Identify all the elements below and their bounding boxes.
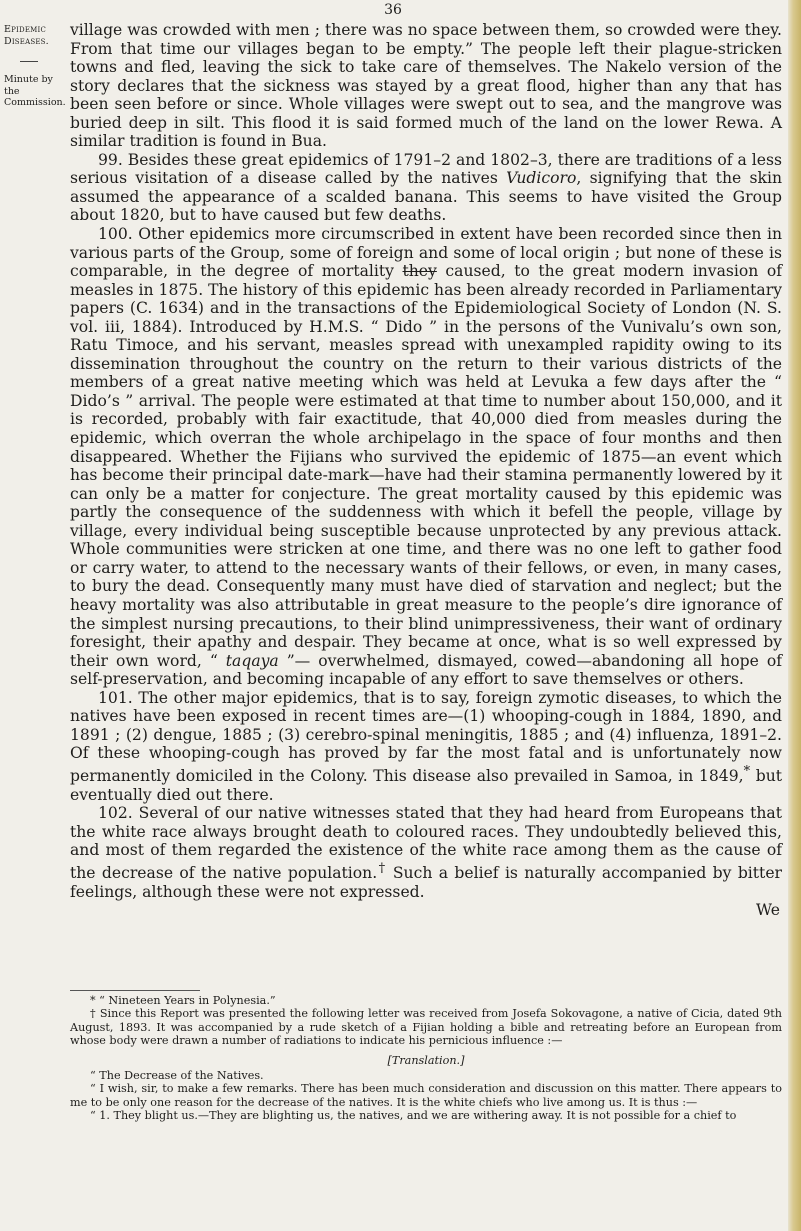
text-run: ”— overwhelmed, dismayed, cowed—abandoning all hope of self-preservation, and becoming incapable of any effort to save themselves or others. <box>70 651 783 689</box>
footnote-letter-point-1: “ 1. They blight us.—They are blighting us, the natives, and we are withering away. It is not possible for a chief to <box>90 1109 737 1123</box>
footnote-letter-title: “ The Decrease of the Natives. <box>90 1069 264 1083</box>
footnote-marker: † <box>377 860 387 876</box>
paragraph-100 <box>70 225 782 689</box>
paragraph-99 <box>70 151 782 225</box>
paragraph-101 <box>70 689 782 804</box>
italic-term-taqaya: taqaya <box>225 651 279 670</box>
footnotes <box>70 994 782 1123</box>
paragraph-98-continued: village was crowded with men ; there was no space between them, so crowded were they. From that time our villages began to be empty.” The people left their plague-stricken towns and fled, leaving the sick to take care of themselves. The Nakelo version of the story declares that the sickness was stayed by a great flood, higher than any that has been seen before or since. Whole villages were swept out to sea, and the mangrove was buried deep in silt. This flood it is said formed much of the land on the lower Rewa. A similar tradition is found in Bua. <box>70 21 782 151</box>
struck-word: they <box>402 262 437 281</box>
text-run: , signifying that the skin assumed the appearance of a scalded banana. This seems to have visited the Group about 1820, but to have caused but few deaths. <box>70 169 782 225</box>
text-run: caused, to the great modern invasion of measles in 1875. The history of this epidemic has been already recorded in Parliamentary papers (C. 1634) and in the transactions of the Epidemiological Society of London (N. S. vol. iii, 1884). Introduced by H.M.S. “ Dido ” in the persons of the Vunivalu’s own son, Ratu Timoce, and his servant, measles spread with unexampled rapidity owing to its dissemination throughout the country on the return to their various districts of the members of a great native meeting which was held at Levuka a few days after the “ Dido’s ” arrival. The people were estimated at that time to number about 150,000, and it is recorded, probably with fair exactitude, that 40,000 died from measles during the epidemic, which overran the whole archipelago in the space of four months and then disappeared. Whether the Fijians who survived the epidemic of 1875—an event which has become their principal date-mark—have had their stamina permanently lowered by it can only be a matter for conjecture. The great mortality caused by this epidemic was partly the consequence of the suddenness with which it befell the people, village by village, every individual being susceptible because unprotected by any previous attack. Whole communities were stricken at one time, and there was no one left to gather food or carry water, to attend to the necessary wants of their fellows, or even, in many cases, to bury the dead. Consequently many must have died of starvation and neglect; but the heavy mortality was also attributable in great measure to the people’s dire ignorance of the simplest nursing precautions, to their blind unimpressiveness, their want of ordinary foresight, their apathy and despair. They became at once, what is so well expressed by their own word, “ <box>70 262 782 670</box>
catchword: We <box>756 901 780 920</box>
footnote-translation-heading: [Translation.] <box>387 1053 465 1067</box>
italic-term-vudicoro: Vudicoro <box>506 169 577 188</box>
footnote-rule <box>70 990 200 991</box>
text-run: 100. Other epidemics more circumscribed in extent have been recorded since then in various parts of the Group, some of foreign and some of local origin ; but none of these is comparable, in the degree of mortality <box>70 225 782 281</box>
text-run: 101. The other major epidemics, that is to say, foreign zymotic diseases, to which the natives have been exposed in recent times are—(1) whooping-cough in 1884, 1890, and 1891 ; (2) dengue, 1885 ; (3) cerebro-spinal meningitis, 1885 ; and (4) influenza, 1891–2. Of these whooping-cough has proved by far the most fatal and is unfortunately now permanently domiciled in the Colony. This disease also prevailed in Samoa, in 1849, <box>70 688 782 786</box>
text-run: 102. Several of our native witnesses stated that they had heard from Europeans that the white race always brought death to coloured races. They undoubtedly believed this, and most of them regarded the existence of the white race among them as the cause of the decrease of the native population. <box>70 804 782 882</box>
body-text <box>70 21 782 919</box>
margin-note-epidemic: Epidemic <box>4 24 47 35</box>
text-run: but eventually died out there. <box>70 767 783 804</box>
footnote-1: * “ Nineteen Years in Polynesia.” <box>90 994 276 1007</box>
paragraph-102 <box>70 804 782 901</box>
margin-notes <box>4 24 66 109</box>
footnote-marker: * <box>743 763 751 779</box>
text-run: 99. Besides these great epidemics of 1791–2 and 1802–3, there are traditions of a less serious visitation of a disease called by the natives <box>70 150 782 188</box>
page-edge-border <box>788 0 801 1231</box>
page-number: 36 <box>384 2 402 18</box>
footnote-letter-body: “ I wish, sir, to make a few remarks. There has been much consideration and discussion on this matter. There appears to me to be only one reason for the decrease of the natives. It is the white chiefs who live among us. It is thus :— <box>70 1082 782 1109</box>
text-run: Such a belief is naturally accompanied by bitter feelings, although these were not expressed. <box>70 863 783 901</box>
margin-note-minute: Minute by the <box>4 74 53 97</box>
margin-note-diseases: Diseases. <box>4 35 49 47</box>
footnote-2: † Since this Report was presented the following letter was received from Josefa Sokovagone, a native of Cicia, dated 9th August, 1893. It was accompanied by a rude sketch of a Fijian holding a bible and retreating before an European from whose body were drawn a number of radiations to indicate his pernicious influence :— <box>70 1007 782 1048</box>
margin-note-commission: Commission. <box>4 97 66 108</box>
